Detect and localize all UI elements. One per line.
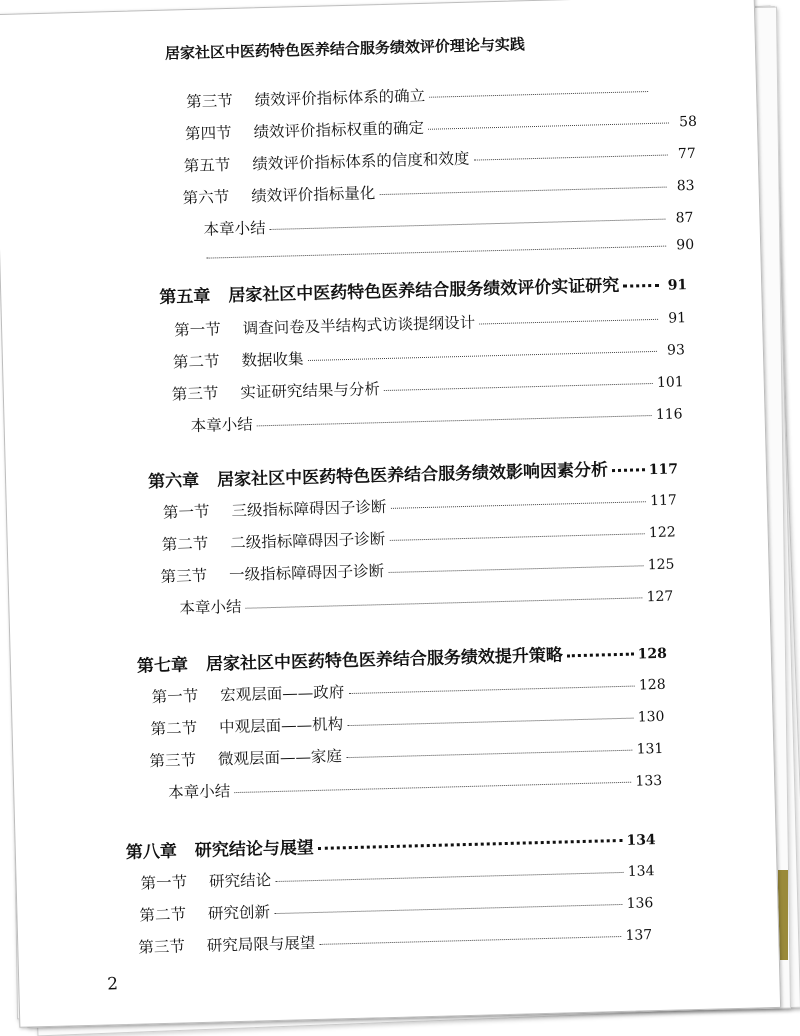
toc-page-number <box>652 94 676 95</box>
toc-section-number: 第三节 <box>160 566 208 586</box>
toc-title: 微观层面——家庭 <box>217 747 343 769</box>
toc-title: 绩效评价指标体系的信度和效度 <box>252 149 470 174</box>
toc-page-number: 133 <box>635 772 663 790</box>
toc-entry <box>181 205 693 240</box>
toc-page-number: 117 <box>649 492 678 510</box>
toc-section-number: 第二节 <box>150 719 198 739</box>
toc-entry <box>146 768 662 803</box>
toc-entry <box>182 173 694 208</box>
toc-section-number: 第四节 <box>184 123 232 144</box>
running-head: 居家社区中医药特色医养结合服务绩效评价理论与实践 <box>164 35 526 63</box>
toc-title: 研究局限与展望 <box>206 934 316 955</box>
toc-leader <box>429 91 648 98</box>
toc-title: 绩效评价指标体系的确立 <box>254 86 426 110</box>
toc-page-number: 91 <box>668 310 687 327</box>
toc-page-number: 116 <box>655 406 683 423</box>
toc-title: 本章小结 <box>190 415 253 436</box>
toc-title: 中观层面——机构 <box>218 715 344 737</box>
toc-title: 三级指标障碍因子诊断 <box>231 498 387 521</box>
toc-title: 调查问卷及半结构式访谈提纲设计 <box>242 313 476 338</box>
toc-entry <box>173 337 685 372</box>
toc-section-number: 第一节 <box>140 873 188 893</box>
toc-leader <box>245 597 642 608</box>
toc-page-number: 134 <box>627 863 655 880</box>
toc-section-number: 第三节 <box>171 384 219 404</box>
toc-title: 本章小结 <box>179 597 242 618</box>
toc-leader <box>346 750 633 759</box>
toc-entry <box>150 704 664 739</box>
toc-leader <box>270 219 666 230</box>
toc-page-number: 130 <box>637 708 665 726</box>
toc-title: 一级指标障碍因子诊断 <box>228 562 385 585</box>
toc-entry <box>139 890 653 925</box>
toc-page-number: 136 <box>626 895 654 912</box>
toc-title: 研究结论 <box>208 871 272 891</box>
toc-page-number: 122 <box>648 524 676 542</box>
toc-leader <box>612 468 645 472</box>
toc-entry <box>186 77 676 112</box>
toc-leader <box>623 284 659 288</box>
toc-leader <box>384 383 653 391</box>
toc-page-number: 125 <box>647 556 675 574</box>
toc-chapter-title: 居家社区中医药特色医养结合服务绩效提升策略 <box>205 645 564 675</box>
toc-page-number: 91 <box>667 277 688 294</box>
toc-page-number: 128 <box>637 645 668 663</box>
toc-leader <box>389 533 645 541</box>
toc-page-number: 117 <box>648 461 679 479</box>
toc-title: 本章小结 <box>203 219 266 239</box>
toc-page-number: 101 <box>656 374 684 391</box>
toc-leader <box>318 839 623 850</box>
toc-title: 二级指标障碍因子诊断 <box>230 530 386 553</box>
toc-page-number: 77 <box>677 145 696 163</box>
toc-leader <box>347 718 634 727</box>
toc-page-number: 131 <box>636 740 664 758</box>
toc-section-number: 第二节 <box>161 534 209 554</box>
toc-chapter-number: 第六章 <box>147 470 200 493</box>
toc-leader <box>348 686 635 695</box>
toc-entry <box>138 922 652 957</box>
toc-entry <box>157 584 673 619</box>
page-folio: 2 <box>107 974 119 995</box>
toc-page-number: 137 <box>625 927 653 944</box>
toc-leader <box>274 904 623 914</box>
toc-chapter-entry <box>125 824 655 863</box>
toc-entry <box>184 141 696 176</box>
toc-chapter-entry <box>148 453 678 492</box>
toc-page-number: 93 <box>666 342 686 359</box>
toc-leader <box>479 319 658 325</box>
toc-section-number: 第一节 <box>151 687 199 707</box>
toc-chapter-number: 第八章 <box>125 841 178 863</box>
toc-leader <box>390 501 646 509</box>
toc-entry <box>172 369 684 404</box>
toc-section-number: 第三节 <box>185 91 233 112</box>
toc-entry <box>151 672 665 707</box>
toc-chapter-title: 居家社区中医药特色医养结合服务绩效影响因素分析 <box>216 460 609 491</box>
toc-chapter-number: 第五章 <box>159 286 211 308</box>
toc-leader <box>428 122 669 129</box>
toc-section-number: 第三节 <box>149 751 197 771</box>
toc-page-number: 128 <box>638 676 666 694</box>
toc-leader <box>234 782 631 793</box>
toc-page-number: 90 <box>676 236 695 254</box>
toc-entry <box>180 237 694 266</box>
toc-chapter-title: 居家社区中医药特色医养结合服务绩效评价实证研究 <box>228 275 620 307</box>
toc-entry <box>168 401 682 436</box>
toc-chapter-entry <box>159 269 687 308</box>
toc-title: 宏观层面——政府 <box>220 683 345 705</box>
toc-title: 数据收集 <box>241 350 304 370</box>
toc-title: 实证研究结果与分析 <box>240 380 381 402</box>
toc-page-number: 87 <box>675 209 694 227</box>
toc-page-number: 83 <box>676 177 695 195</box>
toc-section-number: 第二节 <box>139 905 187 925</box>
toc-title: 绩效评价指标量化 <box>250 184 376 206</box>
toc-title: 本章小结 <box>168 782 231 802</box>
toc-section-number: 第五节 <box>183 155 231 176</box>
toc-entry <box>160 551 674 586</box>
toc-chapter-entry <box>137 638 667 677</box>
toc-leader <box>308 351 657 361</box>
toc-page-number: 58 <box>678 113 698 131</box>
toc-page-number: 127 <box>646 588 674 606</box>
toc-chapter-number: 第七章 <box>136 655 189 677</box>
toc-leader <box>473 155 667 161</box>
toc-section-number: 第一节 <box>162 502 210 522</box>
toc-entry <box>174 305 686 340</box>
toc-leader <box>567 653 634 658</box>
toc-chapter-title: 研究结论与展望 <box>194 838 315 862</box>
toc-title: 研究创新 <box>207 903 271 923</box>
toc-leader <box>257 415 652 426</box>
toc-page-number: 134 <box>626 832 656 849</box>
toc-title: 绩效评价指标权重的确定 <box>253 118 425 142</box>
toc-entry <box>140 858 654 893</box>
toc-entry <box>185 109 697 144</box>
toc-section-number: 第二节 <box>172 352 220 372</box>
toc-leader <box>206 246 666 259</box>
toc-entry <box>163 487 677 522</box>
toc-entry <box>161 519 675 554</box>
toc-leader <box>275 872 624 882</box>
toc-leader <box>319 936 621 945</box>
toc-leader <box>379 187 666 196</box>
toc-section-number: 第一节 <box>173 320 221 340</box>
toc-entry <box>149 736 663 771</box>
toc-section-number: 第六节 <box>182 188 230 208</box>
toc-section-number: 第三节 <box>138 937 186 957</box>
toc-leader <box>388 565 644 573</box>
